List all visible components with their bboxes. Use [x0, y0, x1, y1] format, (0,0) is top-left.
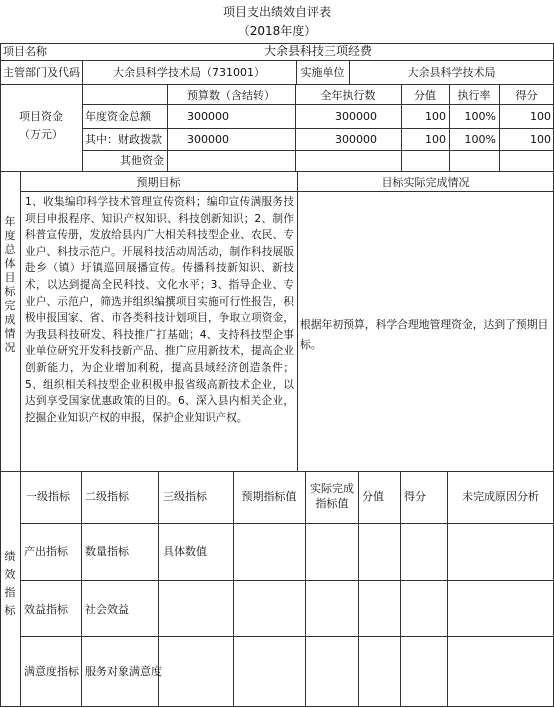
perf-row-level2: 社会效益	[85, 603, 129, 616]
perf-header-level3: 三级指标	[163, 490, 207, 503]
page-subtitle-year: （2018年度）	[237, 24, 317, 38]
perf-row-level3: 具体数值	[163, 545, 207, 558]
project-name-value: 大余县科技三项经费	[263, 44, 372, 58]
funds-row-label: 年度资金总额	[85, 110, 151, 123]
funds-header-score: 得分	[515, 89, 538, 102]
funds-row-label: 其中：财政拨款	[85, 133, 162, 146]
impl-unit-value: 大余县科学技术局	[407, 66, 496, 79]
goals-actual-text: 根据年初预算，科学合理地管理资金，达到了预期目标。	[300, 318, 549, 351]
perf-header-reason: 未完成原因分析	[462, 490, 539, 503]
perf-header-actual: 实际完成指标值	[310, 482, 354, 510]
impl-unit-label: 实施单位	[300, 66, 345, 79]
funds-row-budget: 300000	[187, 133, 229, 146]
perf-row-level1: 产出指标	[24, 545, 68, 558]
perf-header-expected: 预期指标值	[241, 490, 297, 503]
funds-header-budget: 预算数（含结转）	[187, 89, 275, 102]
goals-expected-text: 1、收集编印科学技术管理宣传资料；编印宣传满服务技项目申报程序、知识产权知识、科技创新知识；2、制作科普宣传册，发放给县内广大相关科技型企业、农民、专业户、科技示范户。开展科技活动周活动，制作科技展版赴乡（镇）圩镇巡回展播宣传。传播科技新知识、新技术，以达到提高全民科技、文化水平；3、指导企业、专业户、示范户，筛选并组织编撰项目实施可行性报告，积极申报国家、省、市各类科技计划项目，争取立项资金，为我县科技研发、科技推广打基础；4、支持科技型企事业单位研究开发科技新产品、推广应用新技术，提高企业创新能力，为企业增加利税，提高县域经济创造条件；5、组织相关科技型企业积极申报省级高新技术企业，以达到享受国家优惠政策的目的。6、深入县内相关企业，挖掘企业知识产权的申报，保护企业知识产权。	[25, 196, 294, 424]
perf-row-level1: 效益指标	[24, 603, 68, 616]
perf-header-score-value: 分值	[362, 490, 384, 503]
funds-row-budget: 300000	[187, 110, 229, 123]
goals-actual-header: 目标实际完成情况	[381, 176, 470, 189]
perf-row-level2: 服务对象满意度	[85, 665, 162, 678]
funds-header-executed: 全年执行数	[320, 89, 376, 102]
funds-row-score-value: 100	[425, 133, 446, 146]
funds-row-score: 100	[530, 133, 551, 146]
perf-header-level1: 一级指标	[26, 490, 70, 503]
performance-section-label: 绩效指标	[4, 550, 16, 617]
funds-row-rate: 100%	[464, 110, 496, 123]
funds-row-executed: 300000	[335, 133, 377, 146]
project-name-label: 项目名称	[3, 45, 47, 58]
dept-value: 大余县科学技术局（731001）	[113, 66, 265, 79]
perf-header-score: 得分	[404, 490, 426, 503]
funds-row-label: 其他资金	[120, 154, 164, 167]
funds-header-rate: 执行率	[457, 89, 491, 102]
perf-row-level1: 满意度指标	[24, 665, 79, 678]
goals-section-label: 年度总体目标完成情况	[4, 215, 16, 354]
dept-label: 主管部门及代码	[3, 66, 80, 79]
funds-header-score-value: 分值	[414, 89, 436, 102]
funds-row-executed: 300000	[335, 110, 377, 123]
goals-expected-header: 预期目标	[136, 176, 181, 189]
page-title: 项目支出绩效自评表	[222, 5, 331, 19]
funds-row-score: 100	[530, 110, 551, 123]
funds-row-score-value: 100	[425, 110, 446, 123]
perf-row-level2: 数量指标	[85, 545, 129, 558]
funds-row-rate: 100%	[464, 133, 496, 146]
perf-header-level2: 二级指标	[85, 490, 129, 503]
funds-section-label: 项目资金（万元）	[19, 110, 63, 141]
